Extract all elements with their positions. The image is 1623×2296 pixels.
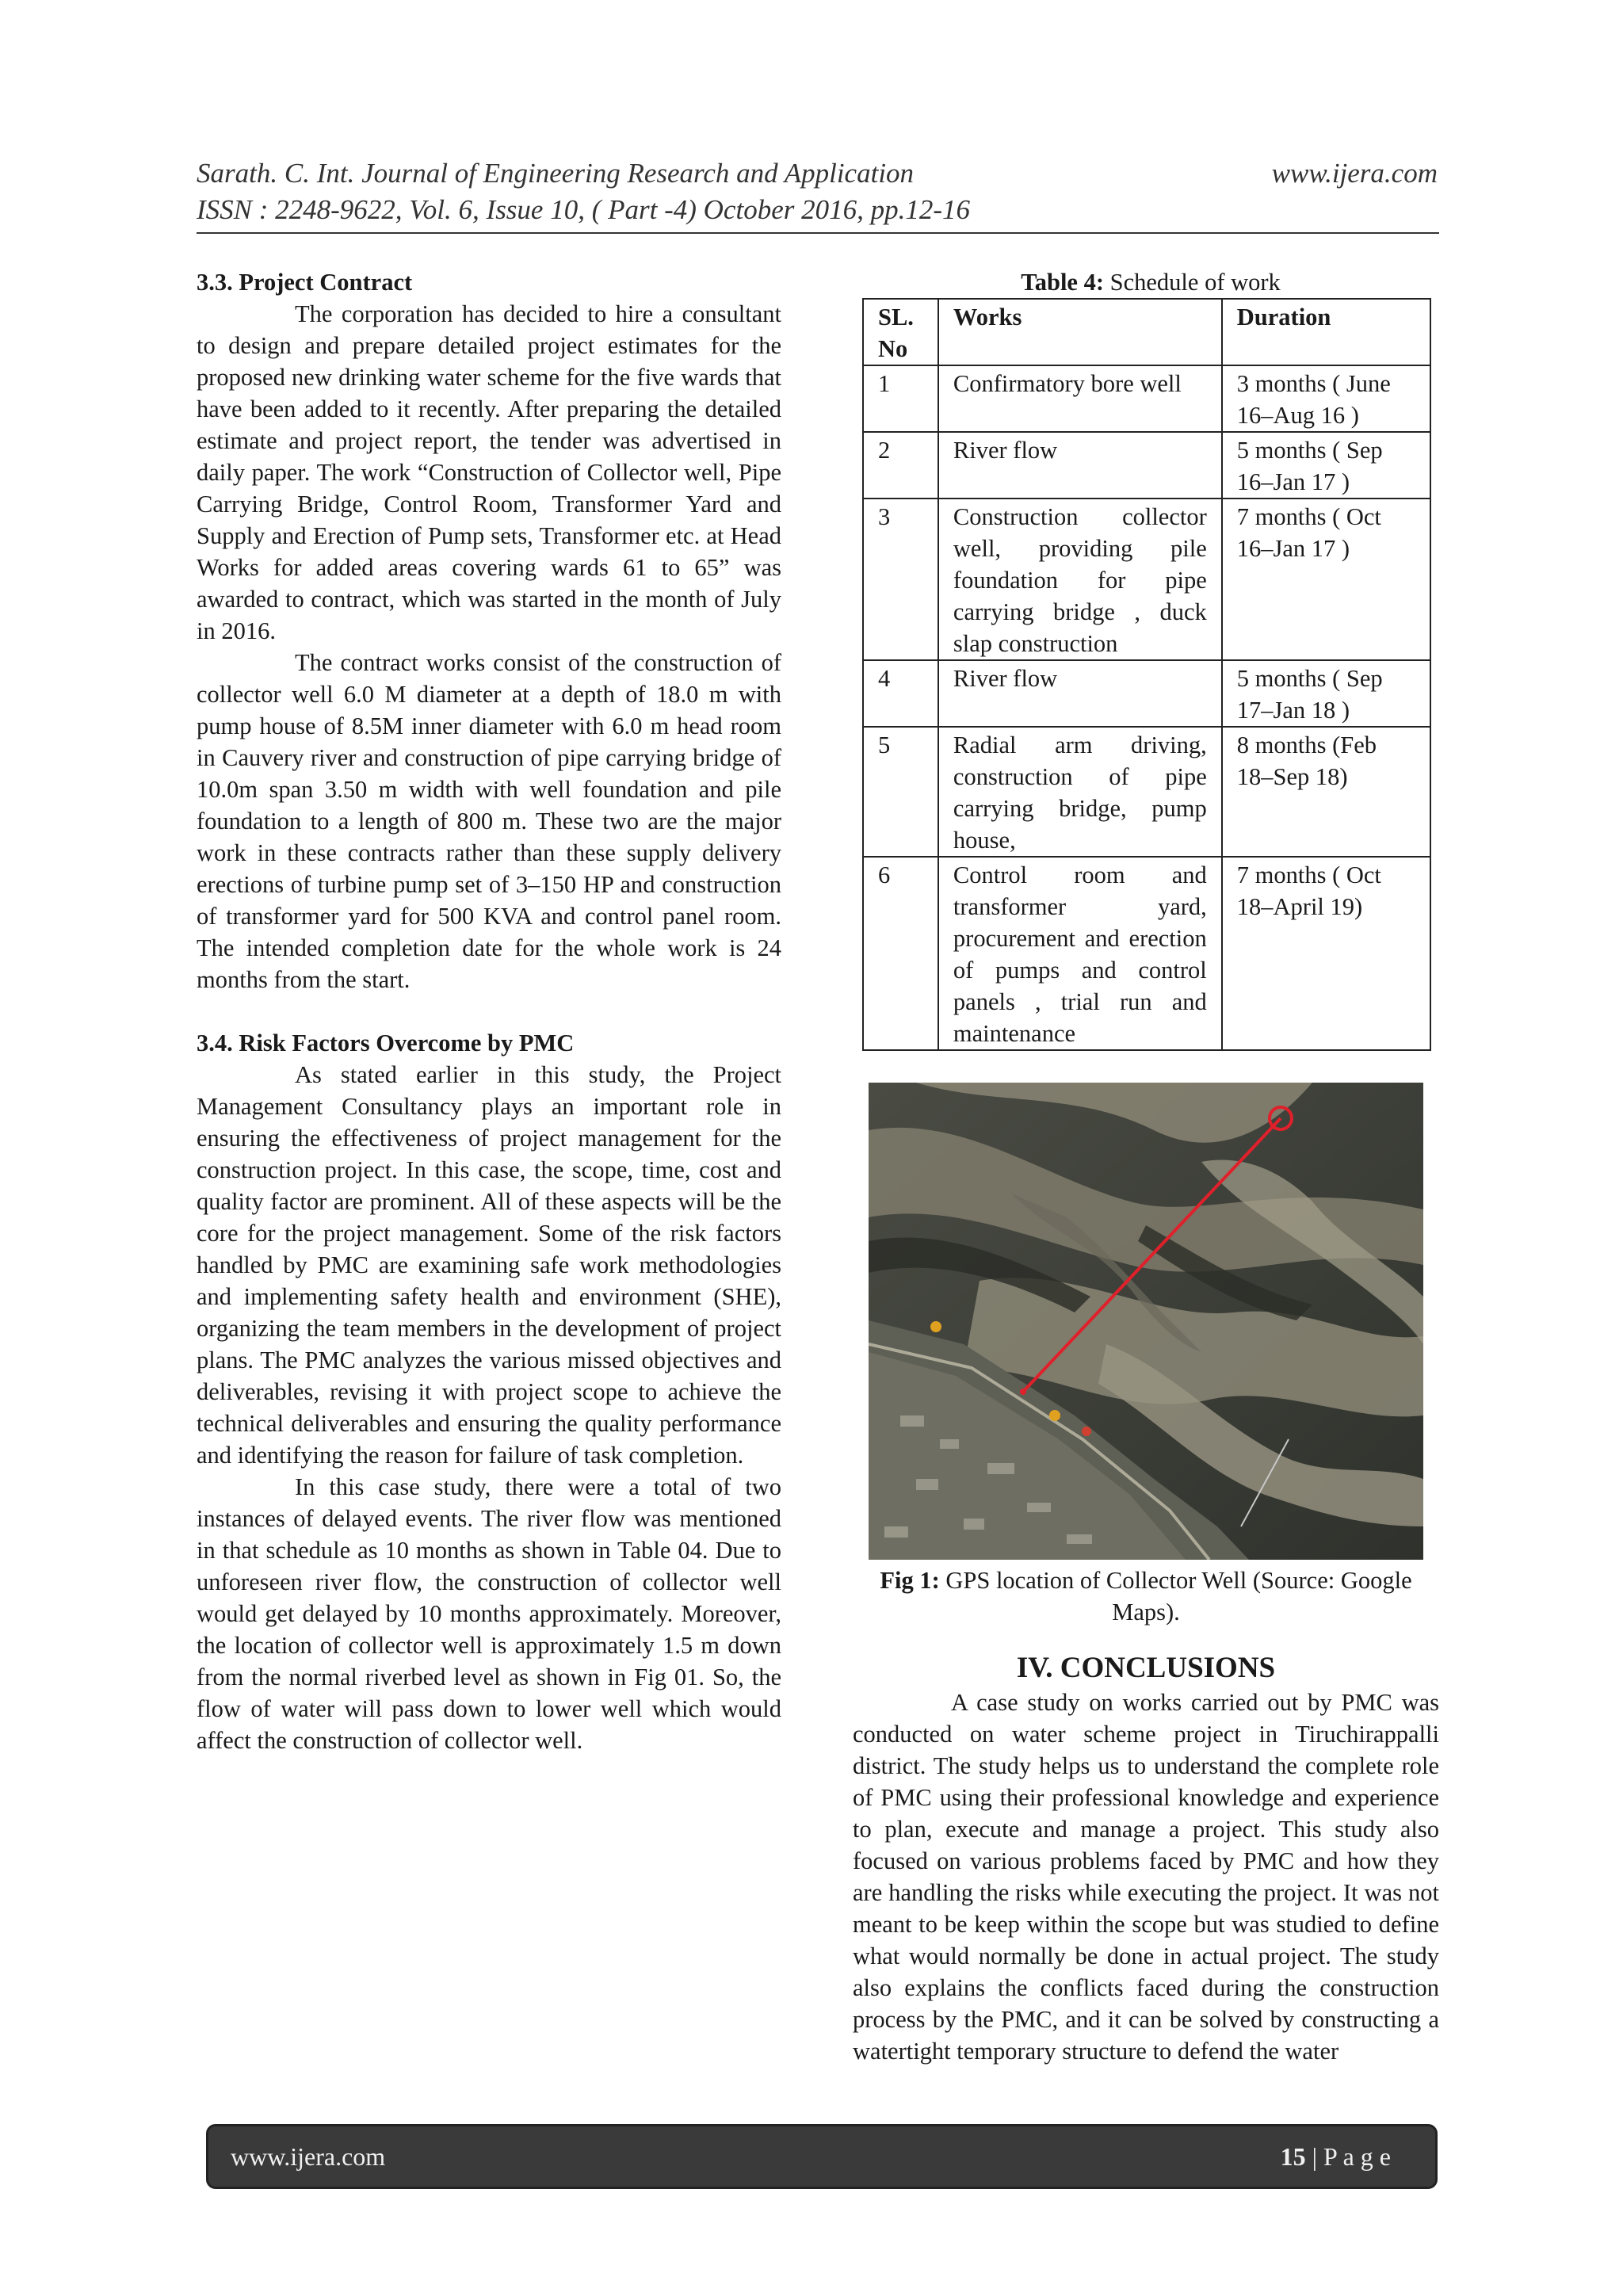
issn-line: ISSN : 2248-9622, Vol. 6, Issue 10, ( Part -4) October 2016, pp.12-16 bbox=[197, 194, 971, 225]
cell-works: Control room and transformer yard, procurement and erection of pumps and control panels , trial run and maintenance bbox=[938, 857, 1222, 1050]
cell-duration: 7 months ( Oct 16–Jan 17 ) bbox=[1222, 499, 1430, 660]
header-sl-no: SL. No bbox=[863, 299, 938, 365]
cell-sl: 3 bbox=[863, 499, 938, 660]
cell-duration: 5 months ( Sep 16–Jan 17 ) bbox=[1222, 432, 1430, 499]
table-caption-label: Table 4: bbox=[1021, 269, 1105, 296]
left-column bbox=[197, 266, 781, 1756]
table-header-row bbox=[863, 299, 1430, 365]
cell-sl: 1 bbox=[863, 365, 938, 432]
table-caption bbox=[862, 266, 1439, 298]
cell-duration: 5 months ( Sep 17–Jan 18 ) bbox=[1222, 660, 1430, 727]
header-works: Works bbox=[938, 299, 1222, 365]
cell-sl: 4 bbox=[863, 660, 938, 727]
header-duration: Duration bbox=[1222, 299, 1430, 365]
cell-works: River flow bbox=[938, 660, 1222, 727]
table-row bbox=[863, 857, 1430, 1050]
table-row bbox=[863, 660, 1430, 727]
page-footer bbox=[206, 2124, 1438, 2189]
page-number: 15 bbox=[1280, 2141, 1306, 2171]
figure-caption-text: GPS location of Collector Well (Source: Google Maps). bbox=[939, 1567, 1412, 1626]
page-suffix: | P a g e bbox=[1305, 2141, 1391, 2171]
cell-works: Confirmatory bore well bbox=[938, 365, 1222, 432]
table-row bbox=[863, 432, 1430, 499]
section-4-title: IV. CONCLUSIONS bbox=[1016, 1652, 1276, 1684]
cell-duration: 8 months (Feb 18–Sep 18) bbox=[1222, 727, 1430, 857]
figure-caption bbox=[853, 1564, 1439, 1628]
section-3-3-paragraph-2: The contract works consist of the construction of collector well 6.0 M diameter at a depth of 18.0 m with pump house of 8.5M inner diameter with 6.0 m head room in Cauvery river and construction of pipe carrying bridge of 10.0m span 3.50 m width with well foundation and pile foundation to a length of 800 m. These two are the major work in these contracts rather than these supply delivery erections of turbine pump set of 3–150 HP and construction of transformer yard for 500 KVA and control panel room. The intended completion date for the whole work is 24 months from the start. bbox=[197, 649, 781, 993]
cell-duration: 7 months ( Oct 18–April 19) bbox=[1222, 857, 1430, 1050]
running-header bbox=[197, 155, 1438, 228]
cell-sl: 6 bbox=[863, 857, 938, 1050]
section-3-4-title: 3.4. Risk Factors Overcome by PMC bbox=[197, 1030, 575, 1056]
table-row bbox=[863, 499, 1430, 660]
table-row bbox=[863, 727, 1430, 857]
section-3-3-title: 3.3. Project Contract bbox=[197, 269, 413, 296]
section-3-3-paragraph-1: The corporation has decided to hire a consultant to design and prepare detailed project estimates for the proposed new drinking water scheme for the five wards that have been added to it recently. After preparing the detailed estimate and project report, the tender was advertised in daily paper. The work “Construction of Collector well, Pipe Carrying Bridge, Control Room, Transformer Yard and Supply and Erection of Pump sets, Transformer etc. at Head Works for added areas covering wards 61 to 65” was awarded to contract, which was started in the month of July in 2016. bbox=[197, 300, 781, 644]
section-3-4-paragraph-2: In this case study, there were a total of two instances of delayed events. The river flow was mentioned in that schedule as 10 months as shown in Table 04. Due to unforeseen river flow, the construction of collector well would get delayed by 10 months approximately. Moreover, the location of collector well is approximately 1.5 m down from the normal riverbed level as shown in Fig 01. So, the flow of water will pass down to lower well which would affect the construction of collector well. bbox=[197, 1473, 781, 1754]
header-rule bbox=[197, 232, 1439, 234]
satellite-map-figure bbox=[869, 1083, 1423, 1560]
footer-website: www.ijera.com bbox=[231, 2141, 386, 2171]
table-row bbox=[863, 365, 1430, 432]
cell-works: River flow bbox=[938, 432, 1222, 499]
table-caption-text: Schedule of work bbox=[1104, 269, 1281, 296]
section-3-4-paragraph-1: As stated earlier in this study, the Project Management Consultancy plays an important role in ensuring the effectiveness of project management for the construction project. In this case, the scope, time, cost and quality factor are prominent. All of these aspects will be the core for the project management. Some of the risk factors handled by PMC are examining safe work methodologies and implementing safety health and environment (SHE), organizing the team members in the development of project plans. The PMC analyzes the various missed objectives and deliverables, revising it with project scope to achieve the technical deliverables and ensuring the quality performance and identifying the reason for failure of task completion. bbox=[197, 1061, 781, 1469]
cell-works: Construction collector well, providing pile foundation for pipe carrying bridge , duck slap construction bbox=[938, 499, 1222, 660]
journal-citation: Sarath. C. Int. Journal of Engineering Research and Application bbox=[197, 158, 915, 189]
conclusions-paragraph: A case study on works carried out by PMC was conducted on water scheme project in Tiruchirappalli district. The study helps us to understand the complete role of PMC using their professional knowledge and experience to plan, execute and manage a project. This study also focused on various problems faced by PMC and how they are handling the risks while executing the project. It was not meant to be keep within the scope but was studied to define what would normally be done in actual project. The study also explains the conflicts faced during the construction process by the PMC, and it can be solved by constructing a watertight temporary structure to defend the water bbox=[853, 1689, 1439, 2065]
figure-caption-label: Fig 1: bbox=[880, 1567, 940, 1594]
journal-website: www.ijera.com bbox=[1271, 158, 1438, 189]
cell-sl: 2 bbox=[863, 432, 938, 499]
satellite-map-image bbox=[869, 1083, 1423, 1560]
cell-sl: 5 bbox=[863, 727, 938, 857]
page-number-label bbox=[1281, 2142, 1391, 2172]
right-column bbox=[853, 266, 1439, 2067]
schedule-table bbox=[862, 298, 1431, 1051]
cell-works: Radial arm driving, construction of pipe carrying bridge, pump house, bbox=[938, 727, 1222, 857]
cell-duration: 3 months ( June 16–Aug 16 ) bbox=[1222, 365, 1430, 432]
